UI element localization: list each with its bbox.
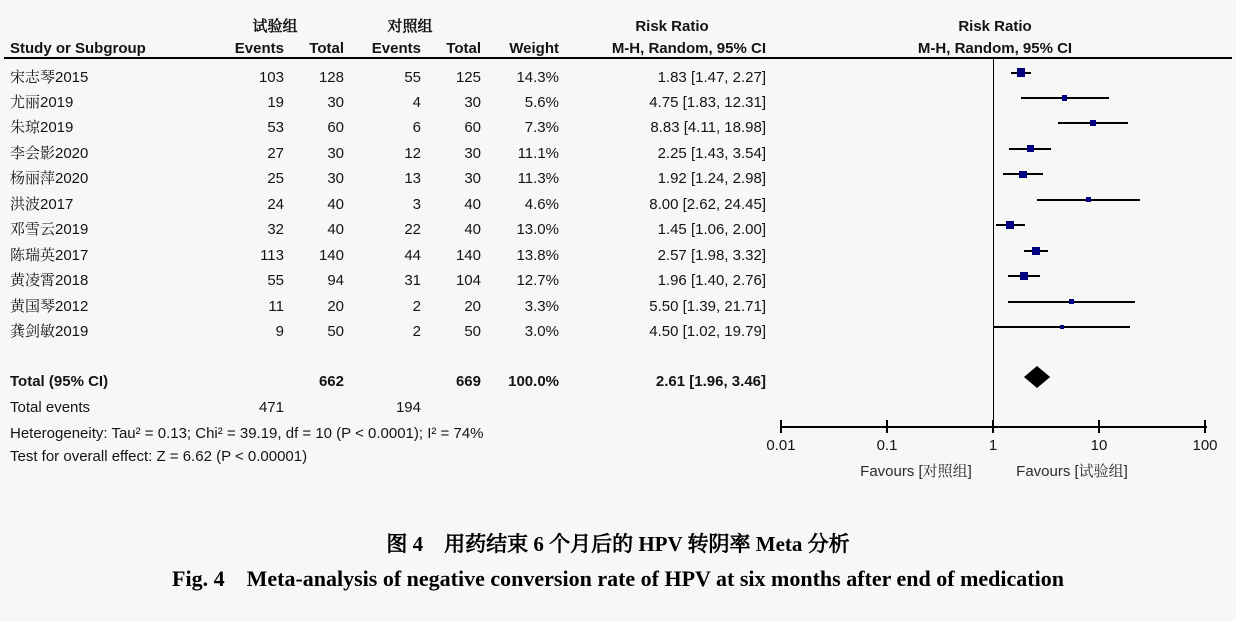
study-column-header: Study or Subgroup bbox=[10, 40, 146, 57]
effect-square bbox=[1062, 95, 1067, 100]
total-exp-value: 50 bbox=[327, 323, 344, 340]
total-ctl-value: 40 bbox=[464, 221, 481, 239]
study-name: 朱琼2019 bbox=[10, 119, 74, 137]
favours-left-label: Favours [对照组] bbox=[860, 463, 972, 480]
rr-ci-value: 2.57 [1.98, 3.32] bbox=[657, 246, 766, 264]
events-exp-value: 24 bbox=[267, 195, 284, 213]
events-ctl-value: 2 bbox=[412, 297, 421, 315]
events-exp-value: 113 bbox=[260, 246, 284, 264]
events-ctl-value: 44 bbox=[404, 246, 421, 264]
study-name: 李会影2020 bbox=[10, 144, 89, 162]
total-exp-value: 140 bbox=[318, 246, 344, 264]
total-exp-value: 30 bbox=[327, 170, 344, 188]
total-exp-value: 20 bbox=[327, 297, 344, 315]
effect-square bbox=[1086, 197, 1091, 202]
weight-value: 13.8% bbox=[516, 246, 559, 264]
events-ctl-value: 6 bbox=[412, 119, 421, 137]
weight-column-header: Weight bbox=[509, 40, 559, 57]
rr-ci-value: 1.92 [1.24, 2.98] bbox=[657, 170, 766, 188]
total-ctl-value: 30 bbox=[464, 170, 481, 188]
total-ctl-value: 50 bbox=[464, 323, 481, 340]
events-ctl-value: 31 bbox=[404, 272, 421, 290]
total-exp-value: 30 bbox=[327, 144, 344, 162]
total-ctl-value: 669 bbox=[455, 373, 481, 390]
rr-ci-value: 4.50 [1.02, 19.79] bbox=[649, 323, 766, 340]
total-exp-value: 40 bbox=[327, 221, 344, 239]
events-ctl-value: 2 bbox=[412, 323, 421, 340]
weight-value: 14.3% bbox=[516, 68, 559, 86]
no-effect-line bbox=[993, 58, 995, 427]
effect-square bbox=[1019, 171, 1026, 178]
total-ctl-value: 30 bbox=[464, 144, 481, 162]
effect-square bbox=[1069, 299, 1074, 304]
total-exp-value: 94 bbox=[327, 272, 344, 290]
rr-ci-value: 1.96 [1.40, 2.76] bbox=[657, 272, 766, 290]
weight-value: 13.0% bbox=[516, 221, 559, 239]
x-axis-tick-label: 10 bbox=[1090, 437, 1108, 454]
favours-right-label: Favours [试验组] bbox=[1016, 463, 1128, 480]
rr-ci-value: 1.83 [1.47, 2.27] bbox=[657, 68, 766, 86]
risk-ratio-header-stats: Risk Ratio bbox=[635, 18, 709, 35]
study-name: 黄国琴2012 bbox=[10, 297, 89, 315]
rr-ci-value: 2.25 [1.43, 3.54] bbox=[657, 144, 766, 162]
total-ctl-value: 104 bbox=[455, 272, 481, 290]
study-name: 黄凌霄2018 bbox=[10, 272, 89, 290]
total-ctl-value: 60 bbox=[464, 119, 481, 137]
total-exp-value: 662 bbox=[318, 373, 344, 390]
x-axis-tick-label: 100 bbox=[1192, 437, 1218, 454]
rr-ci-value: 8.00 [2.62, 24.45] bbox=[649, 195, 766, 213]
effect-square bbox=[1090, 120, 1096, 126]
rr-ci-value: 5.50 [1.39, 21.71] bbox=[649, 297, 766, 315]
effect-square bbox=[1060, 325, 1064, 329]
total-label: Total (95% CI) bbox=[10, 373, 109, 390]
events-ctl-value: 3 bbox=[412, 195, 421, 213]
total-exp-value: 40 bbox=[327, 195, 344, 213]
study-name: 陈瑞英2017 bbox=[10, 246, 89, 264]
risk-ratio-header-plot: Risk Ratio bbox=[958, 18, 1032, 35]
weight-value: 3.3% bbox=[524, 297, 559, 315]
rr-ci-value: 4.75 [1.83, 12.31] bbox=[649, 93, 766, 111]
effect-square bbox=[1032, 247, 1040, 255]
total-exp-value: 128 bbox=[318, 68, 344, 86]
events-exp-value: 11 bbox=[268, 297, 284, 315]
total-weight-value: 100.0% bbox=[508, 373, 559, 390]
effect-square bbox=[1027, 145, 1034, 152]
weight-value: 7.3% bbox=[524, 119, 559, 137]
group-experimental-header: 试验组 bbox=[252, 18, 298, 35]
weight-value: 11.1% bbox=[517, 144, 559, 162]
study-name: 杨丽萍2020 bbox=[10, 170, 89, 188]
x-axis-tick bbox=[1204, 420, 1206, 433]
total-events-ctl: 194 bbox=[395, 399, 421, 416]
events-exp-column-header: Events bbox=[234, 40, 284, 57]
total-exp-value: 60 bbox=[327, 119, 344, 137]
study-name: 尤丽2019 bbox=[10, 93, 74, 111]
total-ctl-value: 30 bbox=[464, 93, 481, 111]
total-ctl-value: 140 bbox=[455, 246, 481, 264]
x-axis-line bbox=[782, 426, 1207, 428]
caption-chinese: 图 4 用药结束 6 个月后的 HPV 转阴率 Meta 分析 bbox=[386, 532, 850, 556]
total-events-exp: 471 bbox=[258, 399, 284, 416]
x-axis-tick-label: 0.1 bbox=[876, 437, 898, 454]
total-ctl-value: 40 bbox=[464, 195, 481, 213]
weight-value: 11.3% bbox=[517, 170, 559, 188]
events-ctl-column-header: Events bbox=[371, 40, 421, 57]
weight-value: 4.6% bbox=[524, 195, 559, 213]
events-ctl-value: 55 bbox=[404, 68, 421, 86]
events-ctl-value: 22 bbox=[404, 221, 421, 239]
events-ctl-value: 13 bbox=[404, 170, 421, 188]
total-exp-column-header: Total bbox=[309, 40, 344, 57]
method-header-stats: M-H, Random, 95% CI bbox=[611, 40, 766, 57]
caption-english: Fig. 4 Meta-analysis of negative conversion rate of HPV at six months after end of medication bbox=[172, 566, 1064, 591]
total-ctl-column-header: Total bbox=[446, 40, 481, 57]
overall-effect-text: Test for overall effect: Z = 6.62 (P < 0.00001) bbox=[10, 448, 308, 465]
effect-square bbox=[1006, 221, 1014, 229]
study-name: 邓雪云2019 bbox=[10, 221, 89, 239]
events-ctl-value: 4 bbox=[412, 93, 421, 111]
heterogeneity-text: Heterogeneity: Tau² = 0.13; Chi² = 39.19, df = 10 (P < 0.0001); I² = 74% bbox=[10, 425, 484, 442]
events-exp-value: 55 bbox=[267, 272, 284, 290]
rr-ci-value: 8.83 [4.11, 18.98] bbox=[650, 119, 766, 137]
x-axis-tick bbox=[1098, 420, 1100, 433]
total-exp-value: 30 bbox=[327, 93, 344, 111]
total-events-label: Total events bbox=[10, 399, 91, 416]
group-control-header: 对照组 bbox=[387, 18, 433, 35]
rr-ci-value: 1.45 [1.06, 2.00] bbox=[657, 221, 766, 239]
x-axis-tick bbox=[886, 420, 888, 433]
weight-value: 3.0% bbox=[524, 323, 559, 340]
total-ctl-value: 20 bbox=[464, 297, 481, 315]
events-exp-value: 53 bbox=[267, 119, 284, 137]
study-name: 龚剑敏2019 bbox=[10, 323, 89, 340]
effect-square bbox=[1017, 68, 1025, 76]
total-ctl-value: 125 bbox=[455, 68, 481, 86]
events-exp-value: 103 bbox=[258, 68, 284, 86]
x-axis-tick bbox=[780, 420, 782, 433]
weight-value: 5.6% bbox=[524, 93, 559, 111]
method-header-plot: M-H, Random, 95% CI bbox=[917, 40, 1073, 57]
events-exp-value: 9 bbox=[275, 323, 284, 340]
x-axis-tick-label: 0.01 bbox=[766, 437, 796, 454]
total-diamond bbox=[1024, 366, 1050, 388]
study-name: 洪波2017 bbox=[10, 195, 74, 213]
events-exp-value: 32 bbox=[267, 221, 284, 239]
total-rr-value: 2.61 [1.96, 3.46] bbox=[655, 373, 766, 390]
events-exp-value: 25 bbox=[267, 170, 284, 188]
events-exp-value: 27 bbox=[267, 144, 284, 162]
x-axis-tick-label: 1 bbox=[988, 437, 998, 454]
events-ctl-value: 12 bbox=[404, 144, 421, 162]
events-exp-value: 19 bbox=[267, 93, 284, 111]
weight-value: 12.7% bbox=[516, 272, 559, 290]
x-axis-tick bbox=[992, 420, 994, 433]
study-name: 宋志琴2015 bbox=[10, 68, 89, 86]
effect-square bbox=[1020, 272, 1028, 280]
header-underline bbox=[4, 57, 1232, 59]
